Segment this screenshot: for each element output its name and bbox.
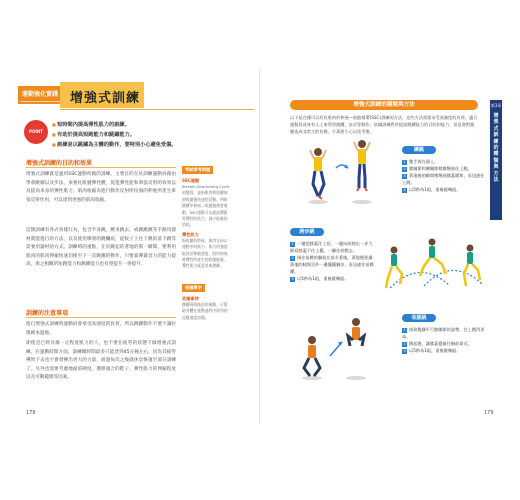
squat-jump-illustration <box>296 138 392 208</box>
key-points <box>52 120 252 150</box>
section-rule <box>26 317 176 318</box>
exercise-title-tuck-jump: 收腿跳 <box>402 314 436 322</box>
sidebar-text: 跳躍導致後前的運動，可幫助身體在運動過程中肌肉的反應速度加強。 <box>182 301 228 320</box>
sidebar-term: SSC運動 <box>182 178 200 183</box>
intro-paragraph: 以下是在種可以有負肌肉的伸展—收縮循環(SSC)訓練的方法，這些方法需要承受高強度的負荷，適合運動員或身有人士來學習跳躍，步法等動作。依據訓練對於提高跳躍能力的目的和能力，但是會對跟腱造成非常大的負擔，千萬要小心以免受傷。 <box>290 115 478 134</box>
point-badge <box>24 120 48 144</box>
chapter-tab: 運動強化實踐 <box>18 86 62 104</box>
sidebar-text: 指收縮的時候，肌肉在SSC運動中的肌力，肌力的強度取決於伸縮速度，肌肉伸展時彈性所產生的收縮能量，彈性肌力就是用來理解。 <box>182 237 228 269</box>
right-page <box>262 68 502 424</box>
section-banner-label: 增強式訓練的種類與方法 <box>353 102 415 108</box>
chapter-title: 增強式訓練的種類與方法 <box>493 113 499 184</box>
page-number-left: 178 <box>26 410 36 416</box>
sidebar-tag: 考試常考問題 <box>182 166 213 174</box>
gutter <box>259 68 260 424</box>
section-rule <box>26 167 176 168</box>
section-heading-purpose: 增強式訓練的目的和效果 <box>26 160 93 167</box>
step: 2 跳起後，讓膝蓋儘量往胸前靠近。 <box>403 341 472 346</box>
key-point: ■ 有助於提高短跑能力和跳躍能力。 <box>52 130 252 140</box>
exercise-steps-bounding <box>290 240 376 282</box>
title-rule <box>60 109 254 110</box>
bounding-illustration <box>380 228 492 298</box>
step: 1 一邊把膝蓋往上抬，一邊向前踏出一步大腿看膝蓋不往上擺，一腳往前跳去。 <box>290 241 373 253</box>
sidebar-tag: 相關單字 <box>182 284 205 292</box>
section-banner <box>290 100 478 110</box>
point-label: POINT <box>29 129 43 134</box>
section-heading-notes: 訓練的注意事項 <box>26 310 69 317</box>
step: 3 著地後的瞬間稍彎曲膝蓋緩和，再迅速往上跳。 <box>402 173 485 185</box>
step: 3 以5秒為1組，重複做幾組。 <box>403 348 461 353</box>
sidebar-text: Stretch-Shortening Cycle的簡寫。是指肌肉和肌腱伸展收縮後快速的活動。例如跳躍中伸展—收縮後便會運動，SSC運動可以提高彈簧等彈性的肌力，減少能量的消耗。 <box>182 184 230 228</box>
sidebar <box>182 156 230 321</box>
page-title: 增強式訓練 <box>70 91 141 106</box>
tuck-jump-illustration <box>290 312 386 384</box>
key-point: ■ 短時間內提高彈性肌力的訓練。 <box>52 120 252 130</box>
step: 3 以5秒為1組，重複做幾組。 <box>291 276 349 281</box>
body-paragraph: 這類訓練有各式各樣行為，包含半身跳、跳來跳去、或跳跳跳等手跟用器材就能進行的方法，以及使用爆發的跳欄底，從較子上往下跳的落下跳等需要用器材的方式。訓練時的重點，在於跳起的著地的那一瞬間。要利用肌肉的肌肉伸縮快速切換至下一次跳躍的動作，只要靠彈簧容力的能力提高，與之相關的短跑能力和跳躍能力也有望提升一併提升。 <box>26 228 176 268</box>
title-box <box>60 82 144 108</box>
book-spread <box>18 68 502 424</box>
exercise-title-squat-jump: 蹲跳 <box>402 146 436 154</box>
sidebar-term: 收縮牽伸 <box>182 295 199 301</box>
sidebar-term: 彈性肌力 <box>182 231 199 237</box>
exercise-steps-squat-jump <box>402 158 486 193</box>
body-paragraph: 進行增強式訓練時運動員會承受高強度的負荷，所以跳躍動作不要不讓拉傷韌本過地。 <box>26 322 176 336</box>
chapter-number: 第3章 <box>490 103 502 108</box>
body-paragraph: 即使是已經具備一定程度肌力的人，也不要在疲勞的狀態下做增強式訓練。在運動時間方面，訓練總時間最多只能達到45分鐘左右，因為其疲勞導致下去也不會發揮出更大的力量，組過每次之後就休息恢復至部分訓練了。另外也需要考慮地面的硬度，選擇適合的鞋子，彈性肌力的伸縮程度以及可動範圍等因素。 <box>26 341 176 381</box>
key-point: ■ 訓練是以跳躍為主體的動作，要特別小心避免受傷。 <box>52 140 252 150</box>
page-number-right: 179 <box>484 410 494 416</box>
step: 1 雙手放在頭上。 <box>403 159 439 164</box>
step: 2 兩往前跳的腳就在前方著地，著地後要讓著地的腿與另外一邊擺擺腳步，再迅速往前跳躍。 <box>290 255 374 274</box>
step: 4 以5秒為1組，重複做幾組。 <box>403 187 461 192</box>
step: 2 膝關節和腰關節稍微彎曲往上跳。 <box>403 166 472 171</box>
step: 1 採取雙腳平行膝關節的姿勢，往上跳得更高。 <box>402 327 485 339</box>
exercise-steps-tuck-jump <box>402 326 486 354</box>
exercise-title-bounding: 跨步跳 <box>290 228 324 236</box>
chapter-side-tab <box>490 100 502 220</box>
left-page <box>18 68 254 424</box>
body-paragraph: 增強式訓練就是運用SSC運動所做的訓練。主要目的在於訓練運動員藉由學會跳躍以及步法，來強化肌腱彈性體，促進彈性能和牽張反射的效果以及提高本身的彈性肌力。肌肉收縮為進行動作反射所扮演的伸展所產生牽張反射作用，可以達到更強的肌肉收縮。 <box>26 172 176 203</box>
